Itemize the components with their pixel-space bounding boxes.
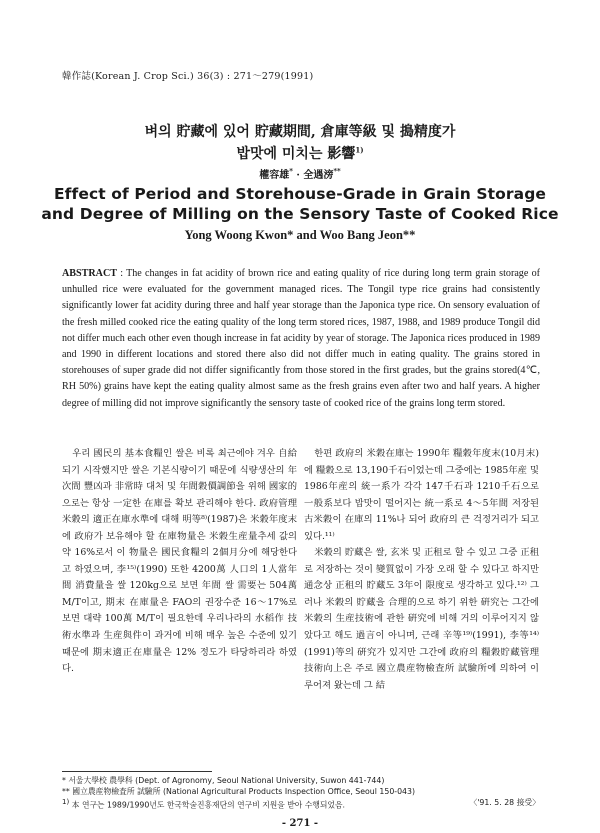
english-authors: Yong Woong Kwon* and Woo Bang Jeon** [184,228,416,242]
funding-text: 本 연구는 1989/1990년도 한국학술진흥재단의 연구비 지원을 받아 수행되었음. [69,800,345,810]
korean-title-text: 밥맛에 미치는 影響 [236,146,356,162]
abstract-text: The changes in fat acidity of brown rice and eating quality of rice during long term grain storage of unhulled rice were evaluated for the government managed rices. The Tongil type rice grains had consistently significantly lower fat acidity during three and half year storage than the Japonica type rice. On sensory evaluation of the fresh milled cooked rice the eating quality of the long term stored rices, 1987, 1988, and 1989 produce Tongil did not differ much each other even though increase in fat acidity by year of storage. The Japonica rices produced in 1989 and 1990 in different locations and stored there also did not differ much in eating quality. The grains stored in storehouses of super grade did not differ significantly from those stored in the first grades, but the grains stored(4℃, RH 50%) grains have kept the eating quality almost same as the fresh grains even after two and half years. A higher degree of milling did not improve significantly the sensory taste of cooked rice of the grains long term stored. [62,268,540,409]
body-paragraph: 우리 國民의 基本食糧인 쌀은 비록 최근에야 겨우 自給되기 시작했지만 쌀은 기본식량이기 때문에 식량생산의 年次間 豐凶과 非常時 대처 및 年間穀價調節을 위해 國家的으로는 항상 一定한 在庫를 확보 관리해야 한다. 政府管理米穀의 適正在庫水準에 대해 明等⁸⁾(1987)은 米穀年度末에 政府가 보유해야 할 在庫物量은 米穀生産量추세 값의 약 16%로서 이 物量은 國民食糧의 2個月分에 해당한다고 하였으며, 李¹⁵⁾(1990) 또한 4200萬 人口의 1人當年間 消費量을 쌀 120kg으로 보면 年間 쌀 需要는 504萬 M/T이고, 期末 在庫量은 FAO의 권장수준 16～17%로 보면 대략 100萬 M/T이 필요한데 우리나라의 水稻作 技術水準과 生産與件이 과거에 비해 매우 높은 수준에 있기 때문에 期末適正在庫量은 12% 정도가 타당하리라 하였다. [62,448,297,675]
korean-authors [0,166,600,181]
title-footnote-mark: 1) [355,145,364,155]
footnote-affiliation-1: * 서울大學校 農學科 (Dept. of Agronomy, Seoul National University, Suwon 441-744) [62,776,385,785]
body-paragraph: 米穀의 貯藏은 쌀, 玄米 및 正租로 할 수 있고 그중 正租로 저장하는 것이 變質없이 가장 오래 할 수 있다고 하지만 通念상 正租의 貯藏도 3年이 限度로 생각하고 있다.¹²⁾ 그러나 米穀의 貯藏을 合理的으로 하기 위한 硏究는 그간에 米穀의 生産技術에 관한 硏究에 비해 거의 이루어지지 않았다고 해도 過言이 아니며, 근래 辛等¹⁹⁾(1991), 李等¹⁴⁾(1991)等의 硏究가 있지만 그간에 政府의 糧穀貯藏管理技術向上은 주로 國立農産物檢査所 試驗所에 의하여 이루어져 왔는데 그 結 [304,547,539,691]
footnote-affiliation-2: ** 國立農産物檢査所 試驗所 (National Agricultural Products Inspection Office, Seoul 150-043) [62,787,416,796]
footnote-funding [62,797,540,811]
author-separator: · [292,170,304,181]
korean-title-line-1: 벼의 貯藏에 있어 貯藏期間, 倉庫等級 및 搗精度가 [144,124,456,140]
author-kr-2-mark: ** [333,166,341,176]
footnote-divider [62,771,212,772]
abstract [62,266,540,412]
received-date: 〈'91. 5. 28 接受〉 [469,798,540,807]
abstract-separator: : [116,268,127,279]
journal-header: 韓作誌(Korean J. Crop Sci.) 36(3) : 271～279(1991) [62,71,314,82]
body-column-left [62,446,297,678]
author-kr-1: 權容雄 [259,170,290,181]
body-paragraph: 한편 政府의 米穀在庫는 1990年 糧穀年度末(10月末)에 糧穀으로 13,190千石이었는데 그중에는 1985年産 및 1986年産의 統一系가 각각 147千石과 1210千石으로 一般系보다 밥맛이 떨어지는 統一系로 4～5年間 저장된 古米穀이 在庫의 11%나 되어 政府의 큰 걱정거리가 되고 있다.¹¹⁾ [304,448,539,542]
english-title-line-2: and Degree of Milling on the Sensory Taste of Cooked Rice [41,205,559,223]
abstract-label: ABSTRACT [62,268,117,279]
korean-title-line-2 [0,143,600,163]
body-column-right [304,446,539,694]
english-title-line-1: Effect of Period and Storehouse-Grade in Grain Storage [53,185,547,203]
author-kr-1-mark: * [289,166,293,176]
author-kr-2: 全遇滂 [303,170,334,181]
funding-footnote-mark: 1) [62,798,70,806]
page-number: - 271 - [281,818,319,829]
